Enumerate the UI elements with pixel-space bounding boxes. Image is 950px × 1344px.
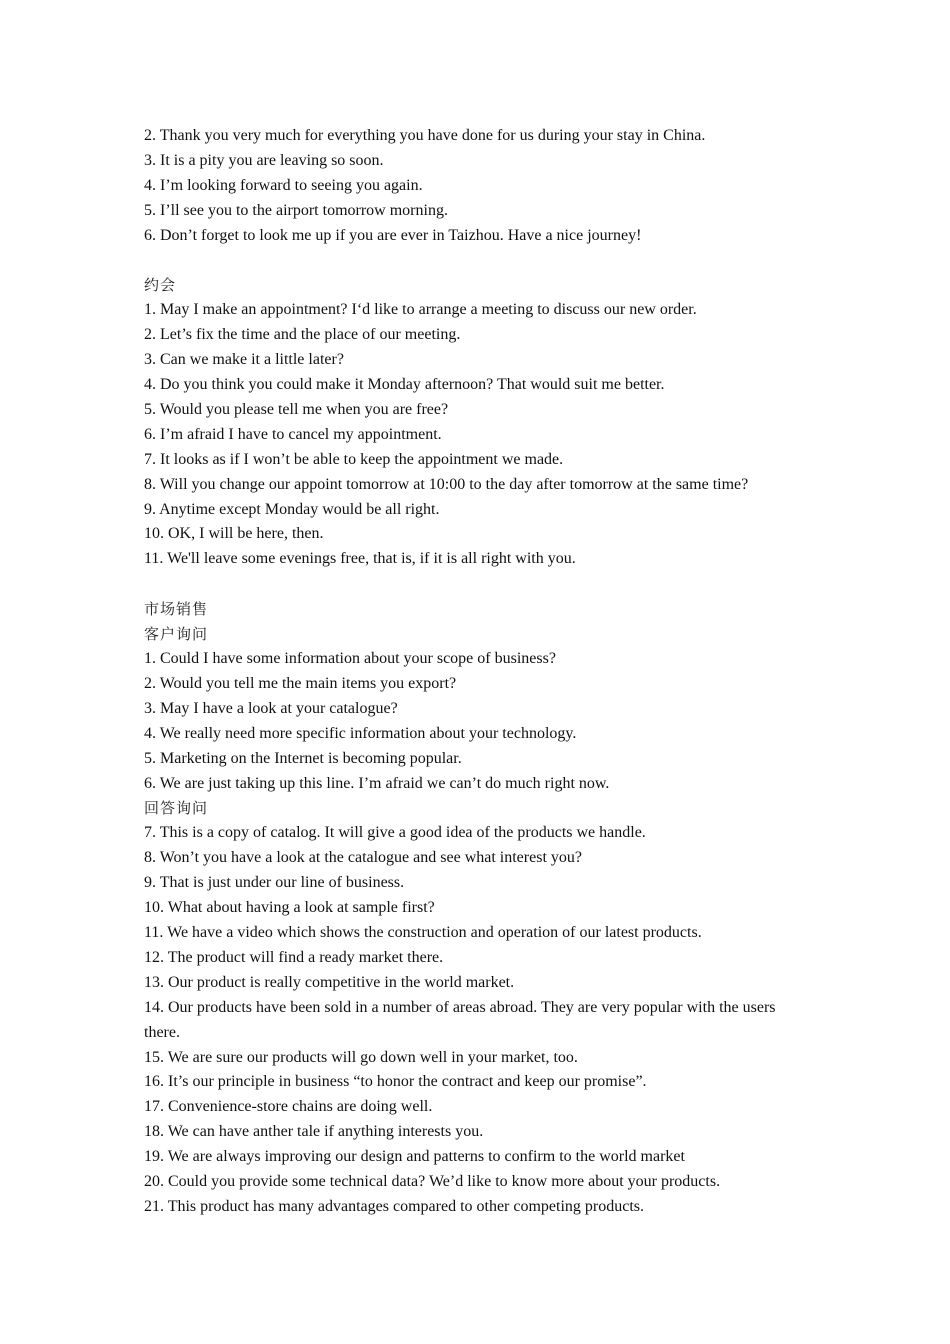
reply-heading: 回答询问 <box>144 799 209 818</box>
appointment-item: 11. We'll leave some evenings free, that is, if it is all right with you. <box>144 550 576 568</box>
reply-item: 16. It’s our principle in business “to honor the contract and keep our promise”. <box>144 1073 647 1091</box>
reply-item: 15. We are sure our products will go down well in your market, too. <box>144 1048 578 1066</box>
reply-item: 21. This product has many advantages compared to other competing products. <box>144 1197 645 1215</box>
inquiry-item: 4. We really need more specific information about your technology. <box>144 724 577 742</box>
reply-item: 18. We can have anther tale if anything interests you. <box>144 1123 484 1141</box>
reply-item: 12. The product will find a ready market there. <box>144 948 444 966</box>
appointment-heading: 约会 <box>144 276 177 295</box>
reply-item: 8. Won’t you have a look at the catalogue and see what interest you? <box>144 849 582 867</box>
farewell-item: 4. I’m looking forward to seeing you again. <box>144 176 423 194</box>
appointment-item: 6. I’m afraid I have to cancel my appointment. <box>144 425 442 443</box>
reply-item: 19. We are always improving our design and patterns to confirm to the world market <box>144 1148 685 1166</box>
appointment-item: 9. Anytime except Monday would be all right. <box>144 500 440 518</box>
section-spacer <box>144 572 814 597</box>
appointment-item: 4. Do you think you could make it Monday afternoon? That would suit me better. <box>144 376 665 394</box>
section-spacer <box>144 249 814 274</box>
appointment-item: 5. Would you please tell me when you are free? <box>144 400 449 418</box>
appointment-item: 10. OK, I will be here, then. <box>144 525 324 543</box>
inquiry-item: 3. May I have a look at your catalogue? <box>144 699 398 717</box>
appointment-item: 2. Let’s fix the time and the place of our meeting. <box>144 326 461 344</box>
marketing-heading: 市场销售 <box>144 600 209 619</box>
appointment-item: 1. May I make an appointment? I‘d like to arrange a meeting to discuss our new order. <box>144 301 697 319</box>
farewell-item: 6. Don’t forget to look me up if you are ever in Taizhou. Have a nice journey! <box>144 226 642 244</box>
reply-item: 9. That is just under our line of business. <box>144 874 405 892</box>
farewell-item: 2. Thank you very much for everything you have done for us during your stay in China. <box>144 127 706 144</box>
reply-item: 13. Our product is really competitive in the world market. <box>144 973 515 991</box>
reply-item: 7. This is a copy of catalog. It will give a good idea of the products we handle. <box>144 824 646 842</box>
farewell-item: 5. I’ll see you to the airport tomorrow morning. <box>144 201 448 219</box>
inquiry-heading: 客户询问 <box>144 625 209 644</box>
reply-item: 10. What about having a look at sample first? <box>144 899 435 917</box>
appointment-item: 8. Will you change our appoint tomorrow at 10:00 to the day after tomorrow at the same time? <box>144 475 749 493</box>
appointment-item: 3. Can we make it a little later? <box>144 351 344 369</box>
document-page <box>144 124 814 1220</box>
reply-item: 20. Could you provide some technical data? We’d like to know more about your products. <box>144 1173 721 1191</box>
reply-item: 14. Our products have been sold in a number of areas abroad. They are very popular with the users there. <box>144 998 776 1041</box>
reply-item: 17. Convenience-store chains are doing well. <box>144 1098 433 1116</box>
inquiry-item: 5. Marketing on the Internet is becoming popular. <box>144 749 462 767</box>
farewell-item: 3. It is a pity you are leaving so soon. <box>144 151 384 169</box>
appointment-item: 7. It looks as if I won’t be able to keep the appointment we made. <box>144 450 564 468</box>
reply-item: 11. We have a video which shows the construction and operation of our latest products. <box>144 923 702 941</box>
inquiry-item: 2. Would you tell me the main items you export? <box>144 674 457 692</box>
inquiry-item: 1. Could I have some information about your scope of business? <box>144 650 556 667</box>
inquiry-item: 6. We are just taking up this line. I’m afraid we can’t do much right now. <box>144 774 610 792</box>
